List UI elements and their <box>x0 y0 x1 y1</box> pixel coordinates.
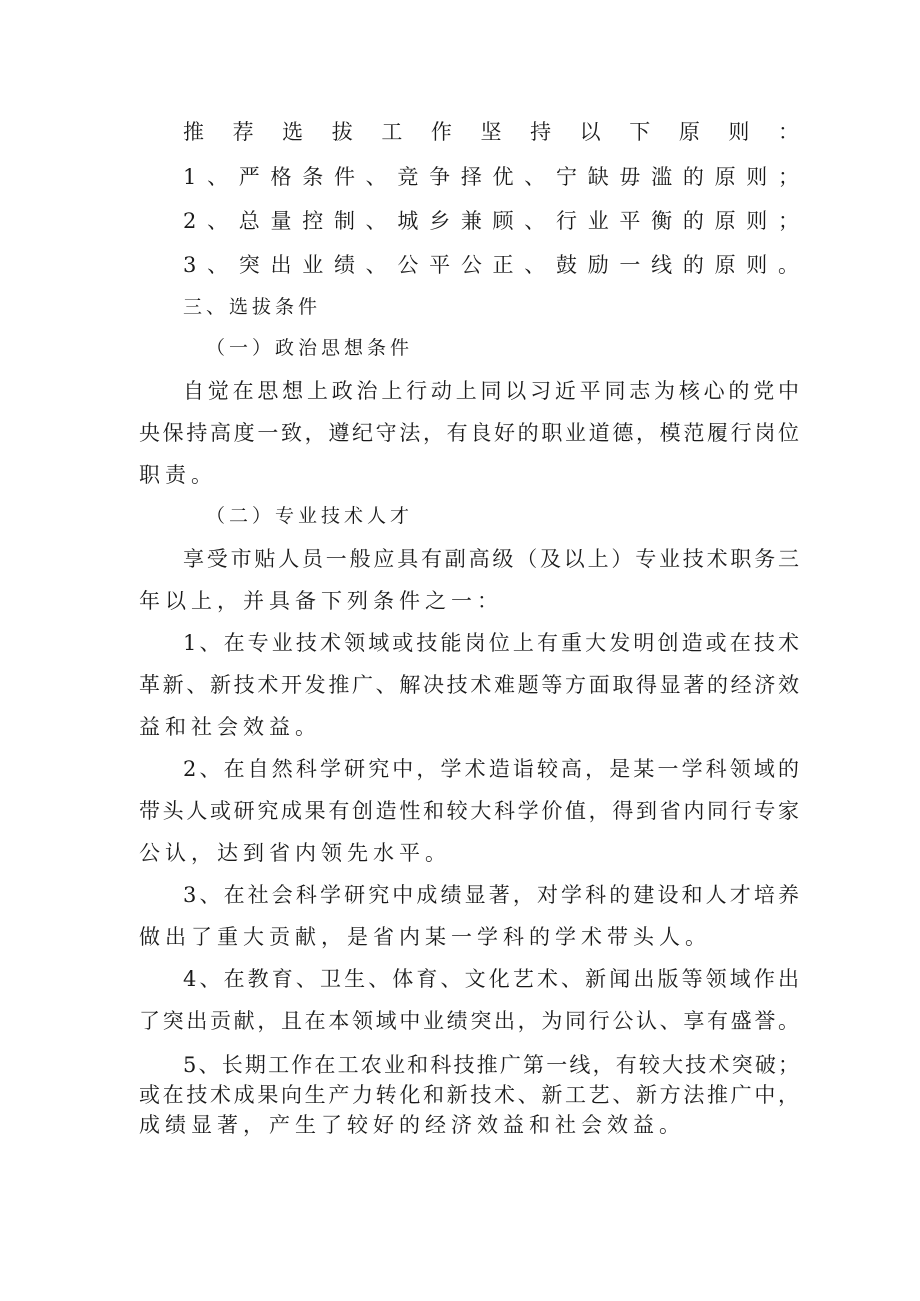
condition-3-line-1: 3、在社会科学研究中成绩显著，对学科的建设和人才培养 <box>183 883 799 907</box>
principle-2: 2、总量控制、城乡兼顾、行业平衡的原则； <box>183 209 799 233</box>
condition-2-line-2: 带头人或研究成果有创造性和较大科学价值，得到省内同行专家 <box>139 799 799 823</box>
subsection-heading-political: （一）政治思想条件 <box>206 337 414 359</box>
principles-intro: 推荐选拔工作坚持以下原则： <box>183 120 799 144</box>
condition-3-line-2: 做出了重大贡献，是省内某一学科的学术带头人。 <box>139 925 711 949</box>
principle-3: 3、突出业绩、公平公正、鼓励一线的原则。 <box>183 253 799 277</box>
professional-intro-line-2: 年以上，并具备下列条件之一： <box>139 589 503 613</box>
political-paragraph-line-1: 自觉在思想上政治上行动上同以习近平同志为核心的党中 <box>183 379 799 403</box>
principle-1: 1、严格条件、竞争择优、宁缺毋滥的原则； <box>183 165 799 189</box>
condition-5-line-3: 成绩显著，产生了较好的经济效益和社会效益。 <box>139 1113 685 1137</box>
subsection-heading-professional: （二）专业技术人才 <box>206 505 414 527</box>
political-paragraph-line-2: 央保持高度一致，遵纪守法，有良好的职业道德，模范履行岗位 <box>139 421 799 445</box>
condition-2-line-1: 2、在自然科学研究中，学术造诣较高，是某一学科领域的 <box>183 757 799 781</box>
condition-2-line-3: 公认，达到省内领先水平。 <box>139 841 451 865</box>
condition-5-line-2: 或在技术成果向生产力转化和新技术、新工艺、新方法推广中， <box>139 1083 799 1107</box>
condition-1-line-1: 1、在专业技术领域或技能岗位上有重大发明创造或在技术 <box>183 631 799 655</box>
condition-1-line-3: 益和社会效益。 <box>139 715 321 739</box>
professional-intro-line-1: 享受市贴人员一般应具有副高级（及以上）专业技术职务三 <box>183 547 799 571</box>
condition-1-line-2: 革新、新技术开发推广、解决技术难题等方面取得显著的经济效 <box>139 673 799 697</box>
condition-4-line-2: 了突出贡献，且在本领域中业绩突出，为同行公认、享有盛誉。 <box>139 1009 799 1033</box>
condition-4-line-1: 4、在教育、卫生、体育、文化艺术、新闻出版等领域作出 <box>183 967 799 991</box>
section-heading-selection-conditions: 三、选拔条件 <box>183 296 322 318</box>
political-paragraph-line-3: 职责。 <box>139 463 217 487</box>
condition-5-line-1: 5、长期工作在工农业和科技推广第一线，有较大技术突破； <box>183 1053 799 1077</box>
